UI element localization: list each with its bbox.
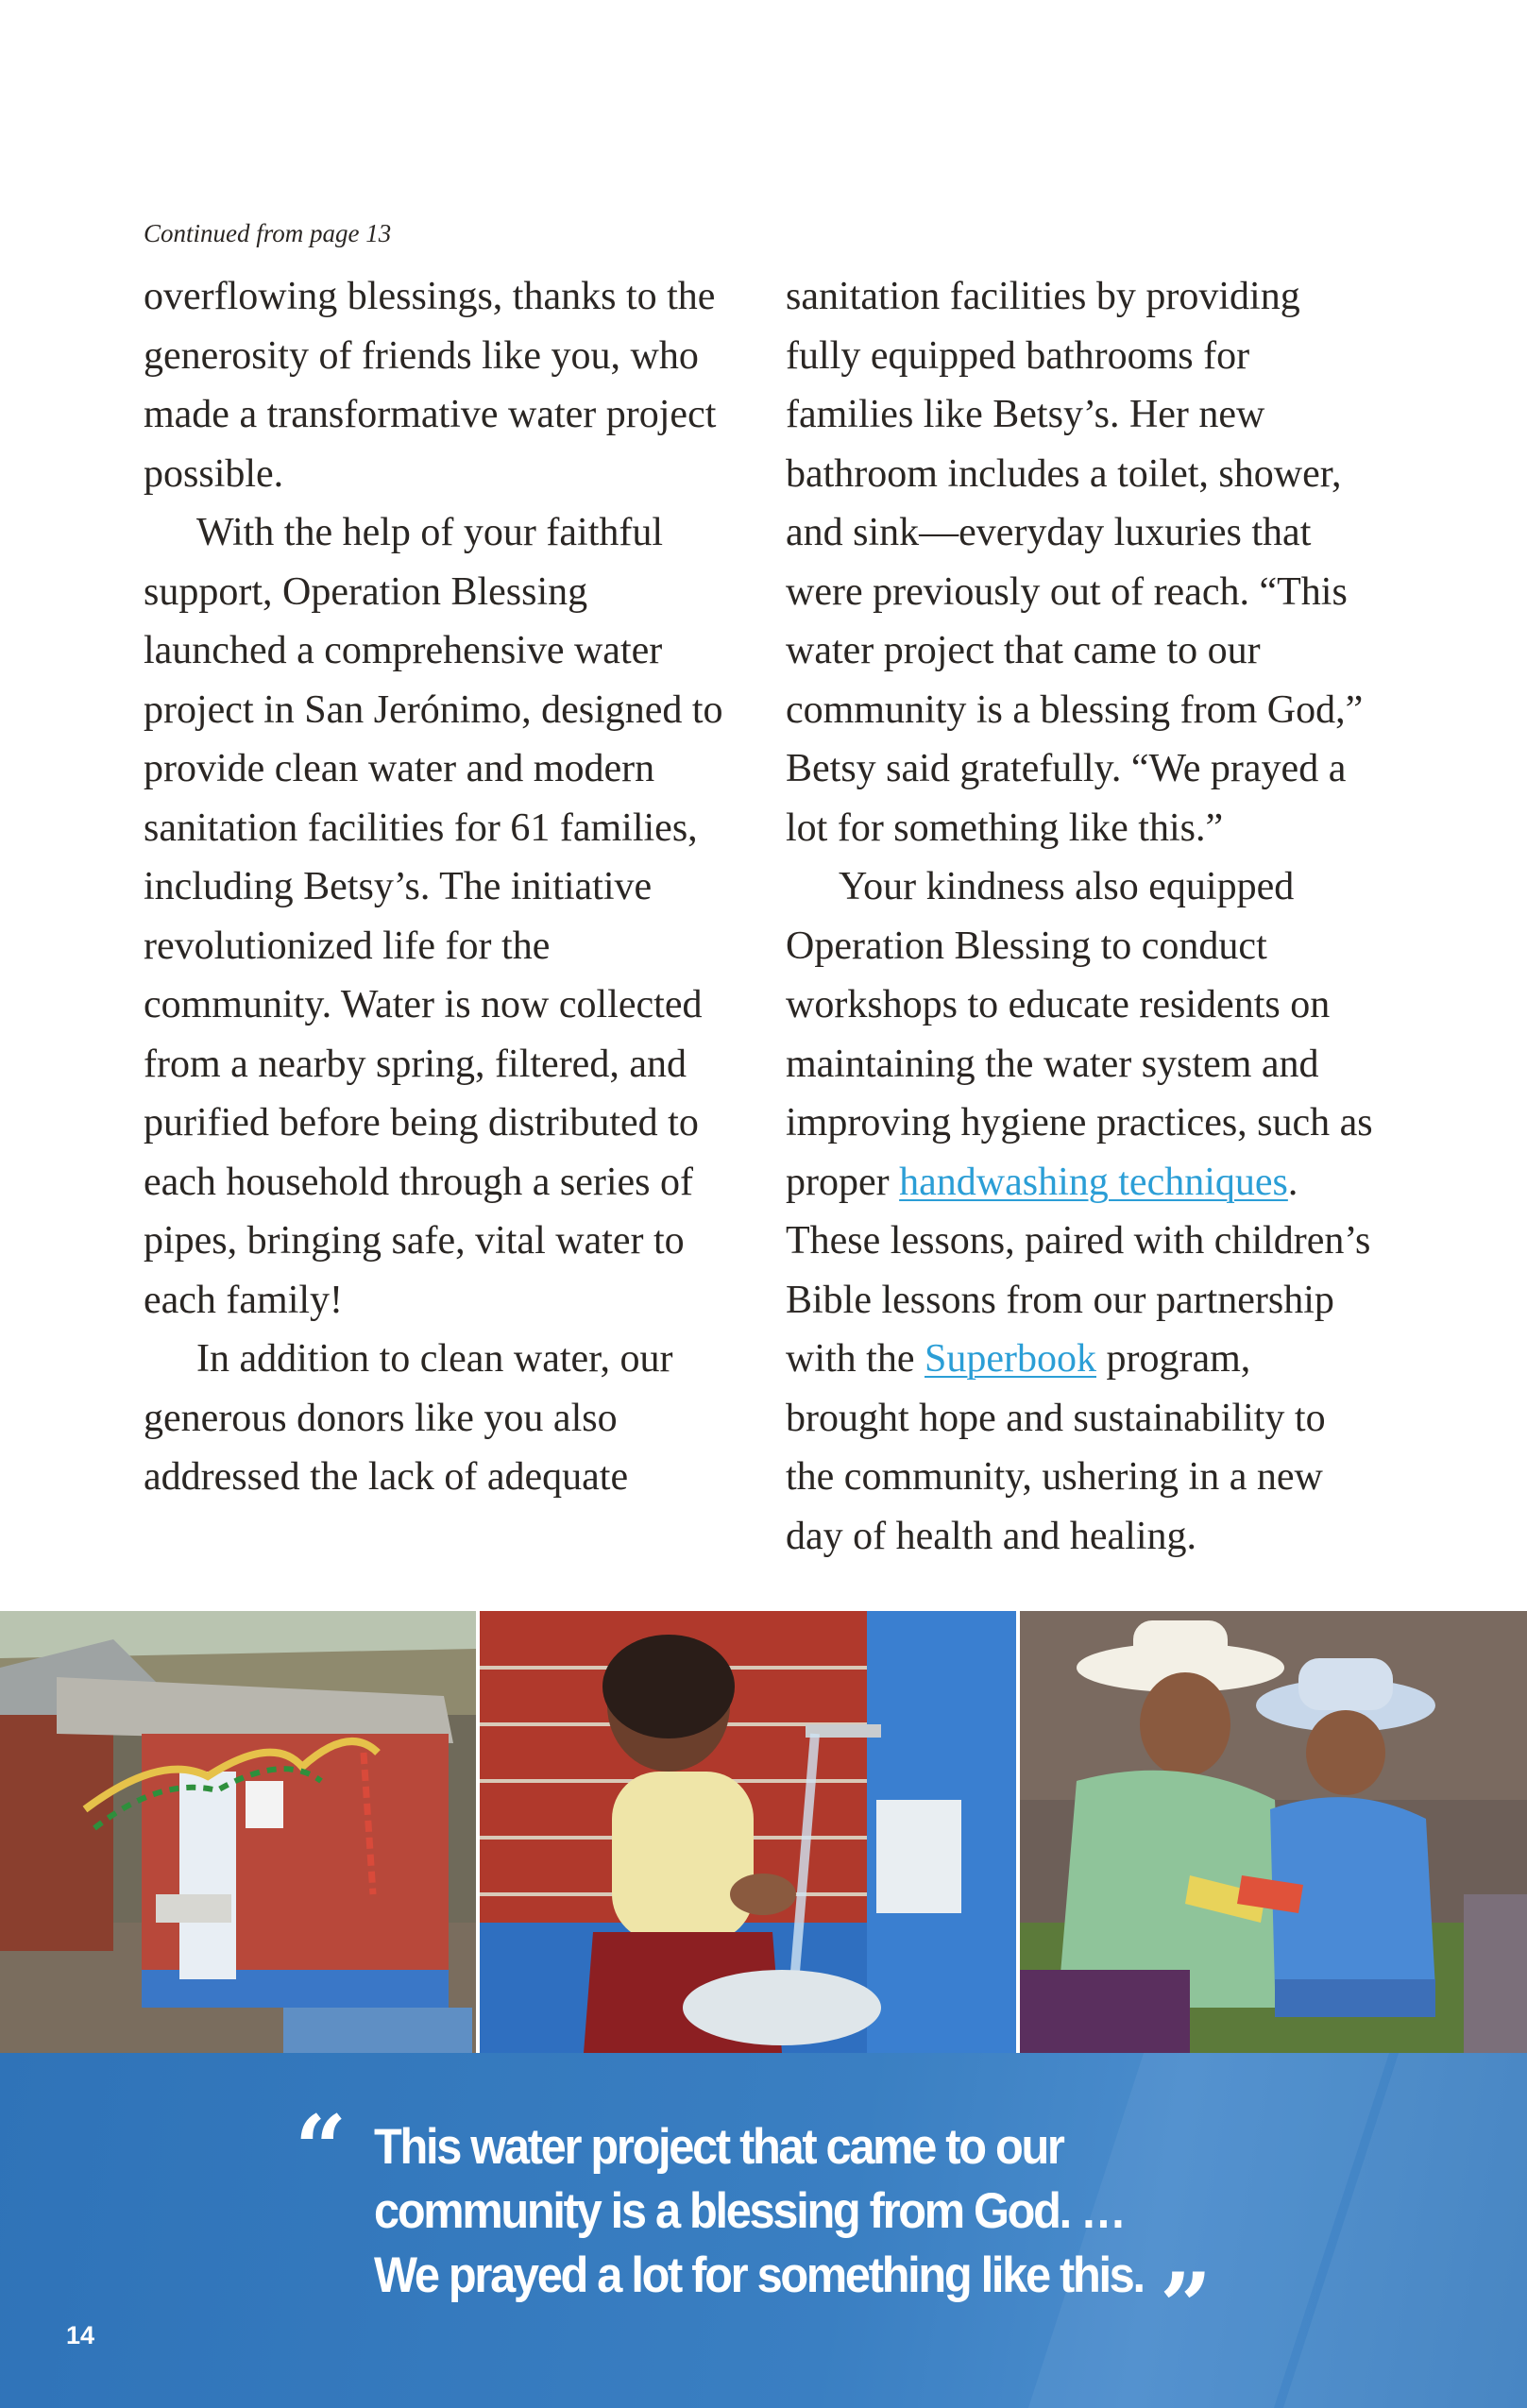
photo-strip: [0, 1611, 1527, 2053]
page-number: 14: [66, 2321, 95, 2349]
paragraph: [786, 857, 1381, 1566]
pull-quote-line: community is a blessing from God. …: [374, 2183, 1125, 2239]
paragraph: In addition to clean water, our generous donors like you also addressed the lack of adequate: [144, 1337, 673, 1499]
bathroom-photo: [0, 1611, 476, 2053]
article-column-right: [786, 267, 1381, 1566]
paragraph-text: program, brought hope and sustainability to the community, ushering in a new day of health and healing.: [786, 1337, 1326, 1558]
handwashing-techniques-link[interactable]: handwashing techniques: [899, 1160, 1288, 1204]
paragraph: With the help of your faithful support, Operation Blessing launched a comprehensive water project in San Jerónimo, designed to provide clean water and modern sanitation facilities for 61 families, including Betsy’s. The initiative revolutionized life for the community. Water is now collected from a nearby spring, filtered, and purified before being distributed to each household through a series of pipes, bringing safe, vital water to each family!: [144, 511, 723, 1322]
pull-quote-line: This water project that came to our: [374, 2119, 1063, 2175]
paragraph: sanitation facilities by providing fully equipped bathrooms for families like Betsy’s. Her new bathroom includes a toilet, shower, and sink—everyday luxuries that were previously out of reach. “This water project that came to our community is a blessing from God,” Betsy said gratefully. “We prayed a lot for something like this.”: [786, 275, 1364, 850]
pull-quote: [374, 2115, 1144, 2308]
close-quote-icon: ”: [1160, 2253, 1213, 2360]
paragraph-text: Your kindness also equipped Operation Blessing to conduct workshops to educate residents on maintaining the water system and improving hygiene practices, such as proper: [786, 865, 1373, 1204]
girl-washing-hands-photo: [480, 1611, 1016, 2053]
article-column-left: [144, 267, 738, 1507]
mother-and-child-reading-photo: [1020, 1611, 1527, 2053]
pull-quote-line: We prayed a lot for something like this.: [374, 2247, 1144, 2303]
paragraph-text: . These lessons, paired with children’s Bible lessons from our partnership with the: [786, 1160, 1371, 1381]
paragraph: overflowing blessings, thanks to the generosity of friends like you, who made a transformative water project possible.: [144, 275, 717, 496]
continued-note: Continued from page 13: [144, 219, 392, 247]
superbook-link[interactable]: Superbook: [924, 1337, 1096, 1381]
open-quote-icon: “: [295, 2095, 348, 2202]
